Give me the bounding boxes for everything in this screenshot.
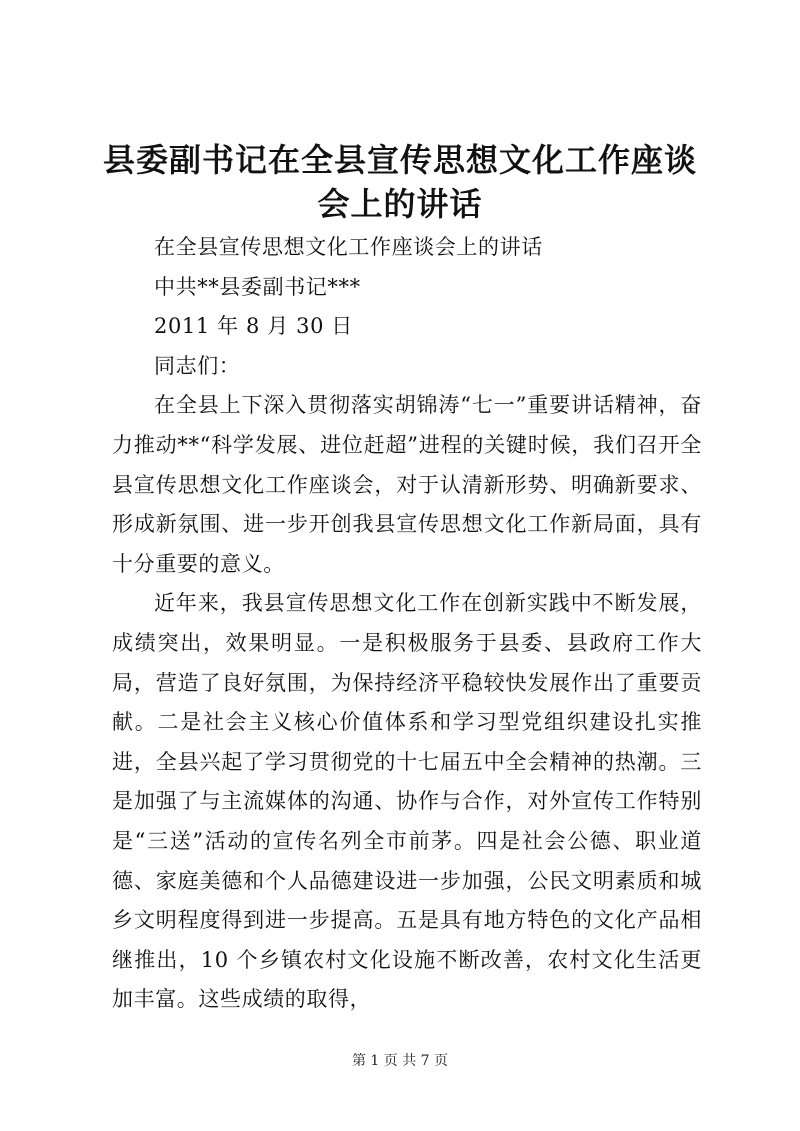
document-body: [112, 228, 702, 1020]
page-number-footer: 第 1 页 共 7 页: [351, 1053, 449, 1069]
document-title: 县委副书记在全县宣传思想文化工作座谈会上的讲话: [102, 141, 697, 223]
document-date: 2011 年 8 月 30 日: [154, 314, 353, 339]
body-paragraph: 在全县上下深入贯彻落实胡锦涛“七一”重要讲话精神，奋力推动**“科学发展、进位赶超”进程的关键时候，我们召开全县宣传思想文化工作座谈会，对于认清新形势、明确新要求、形成新氛围、进一步开创我县宣传思想文化工作新局面，具有十分重要的意义。: [112, 393, 702, 576]
body-paragraph: 近年来，我县宣传思想文化工作在创新实践中不断发展，成绩突出，效果明显。一是积极服务于县委、县政府工作大局，营造了良好氛围，为保持经济平稳较快发展作出了重要贡献。二是社会主义核心价值体系和学习型党组织建设扎实推进，全县兴起了学习贯彻党的十七届五中全会精神的热潮。三是加强了与主流媒体的沟通、协作与合作，对外宣传工作特别是“三送”活动的宣传名列全市前茅。四是社会公德、职业道德、家庭美德和个人品德建设进一步加强，公民文明素质和城乡文明程度得到进一步提高。五是具有地方特色的文化产品相继推出，10 个乡镇农村文化设施不断改善，农村文化生活更加丰富。这些成绩的取得，: [112, 591, 702, 1012]
document-salutation: 同志们：: [154, 353, 241, 378]
document-author: 中共**县委副书记***: [154, 274, 361, 299]
document-subtitle: 在全县宣传思想文化工作座谈会上的讲话: [154, 235, 543, 259]
